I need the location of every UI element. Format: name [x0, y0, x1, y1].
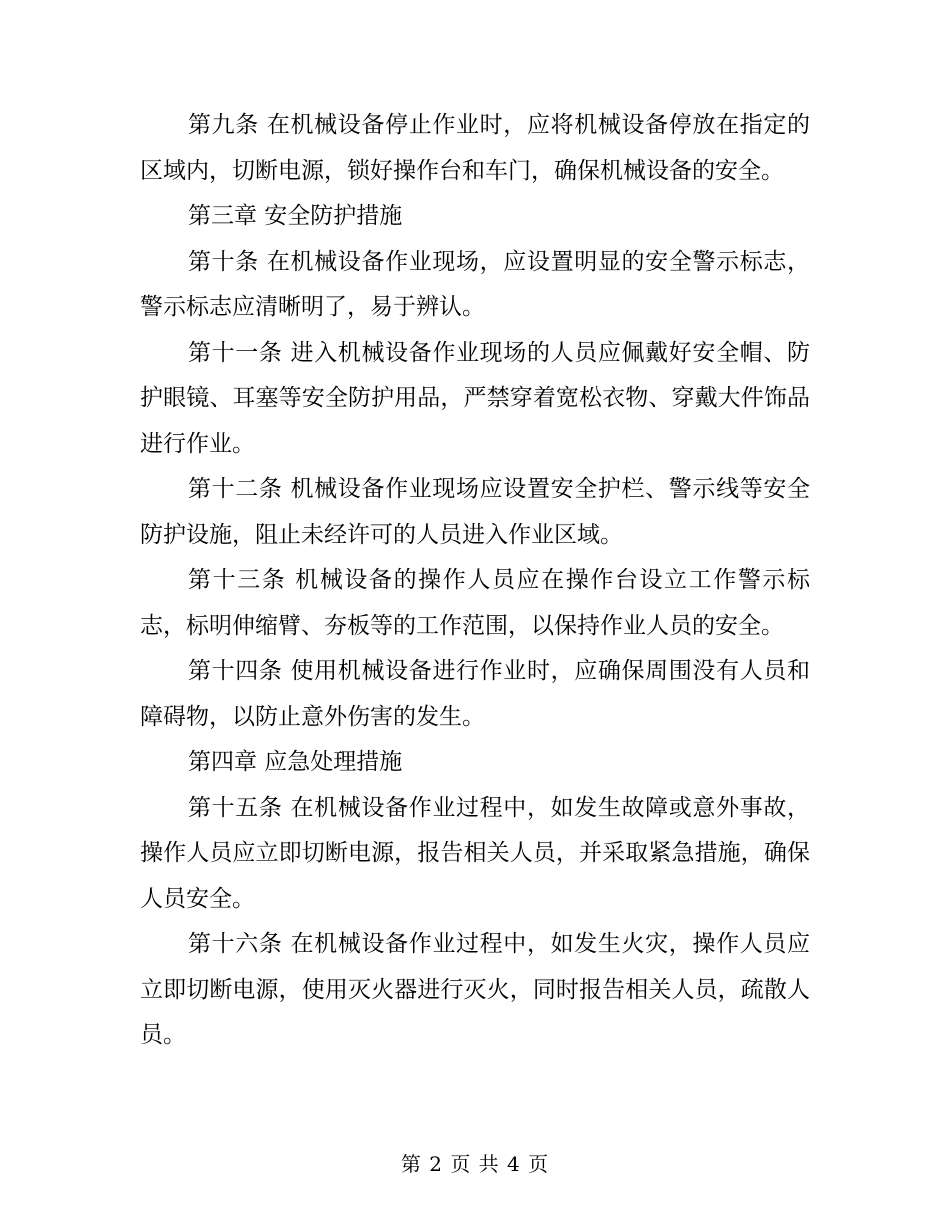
- article-10: 第十条 在机械设备作业现场，应设置明显的安全警示标志，警示标志应清晰明了，易于辨认。: [140, 248, 810, 320]
- article-15: 第十五条 在机械设备作业过程中，如发生故障或意外事故，操作人员应立即切断电源，报告相关人员，并采取紧急措施，确保人员安全。: [140, 794, 810, 912]
- article-16: 第十六条 在机械设备作业过程中，如发生火灾，操作人员应立即切断电源，使用灭火器进行灭火，同时报告相关人员，疏散人员。: [140, 931, 810, 1048]
- page-number-footer: 第 2 页 共 4 页: [400, 1152, 550, 1176]
- article-9: 第九条 在机械设备停止作业时，应将机械设备停放在指定的区域内，切断电源，锁好操作台和车门，确保机械设备的安全。: [140, 112, 810, 184]
- article-11: 第十一条 进入机械设备作业现场的人员应佩戴好安全帽、防护眼镜、耳塞等安全防护用品，严禁穿着宽松衣物、穿戴大件饰品进行作业。: [140, 339, 810, 457]
- article-14: 第十四条 使用机械设备进行作业时，应确保周围没有人员和障碍物，以防止意外伤害的发生。: [140, 658, 810, 730]
- chapter-3-heading: 第三章 安全防护措施: [188, 203, 403, 229]
- chapter-4-heading: 第四章 应急处理措施: [188, 749, 403, 775]
- document-body: [140, 103, 810, 1059]
- article-12: 第十二条 机械设备作业现场应设置安全护栏、警示线等安全防护设施，阻止未经许可的人员进入作业区域。: [140, 476, 810, 548]
- article-13: 第十三条 机械设备的操作人员应在操作台设立工作警示标志，标明伸缩臂、夯板等的工作范围，以保持作业人员的安全。: [140, 567, 810, 639]
